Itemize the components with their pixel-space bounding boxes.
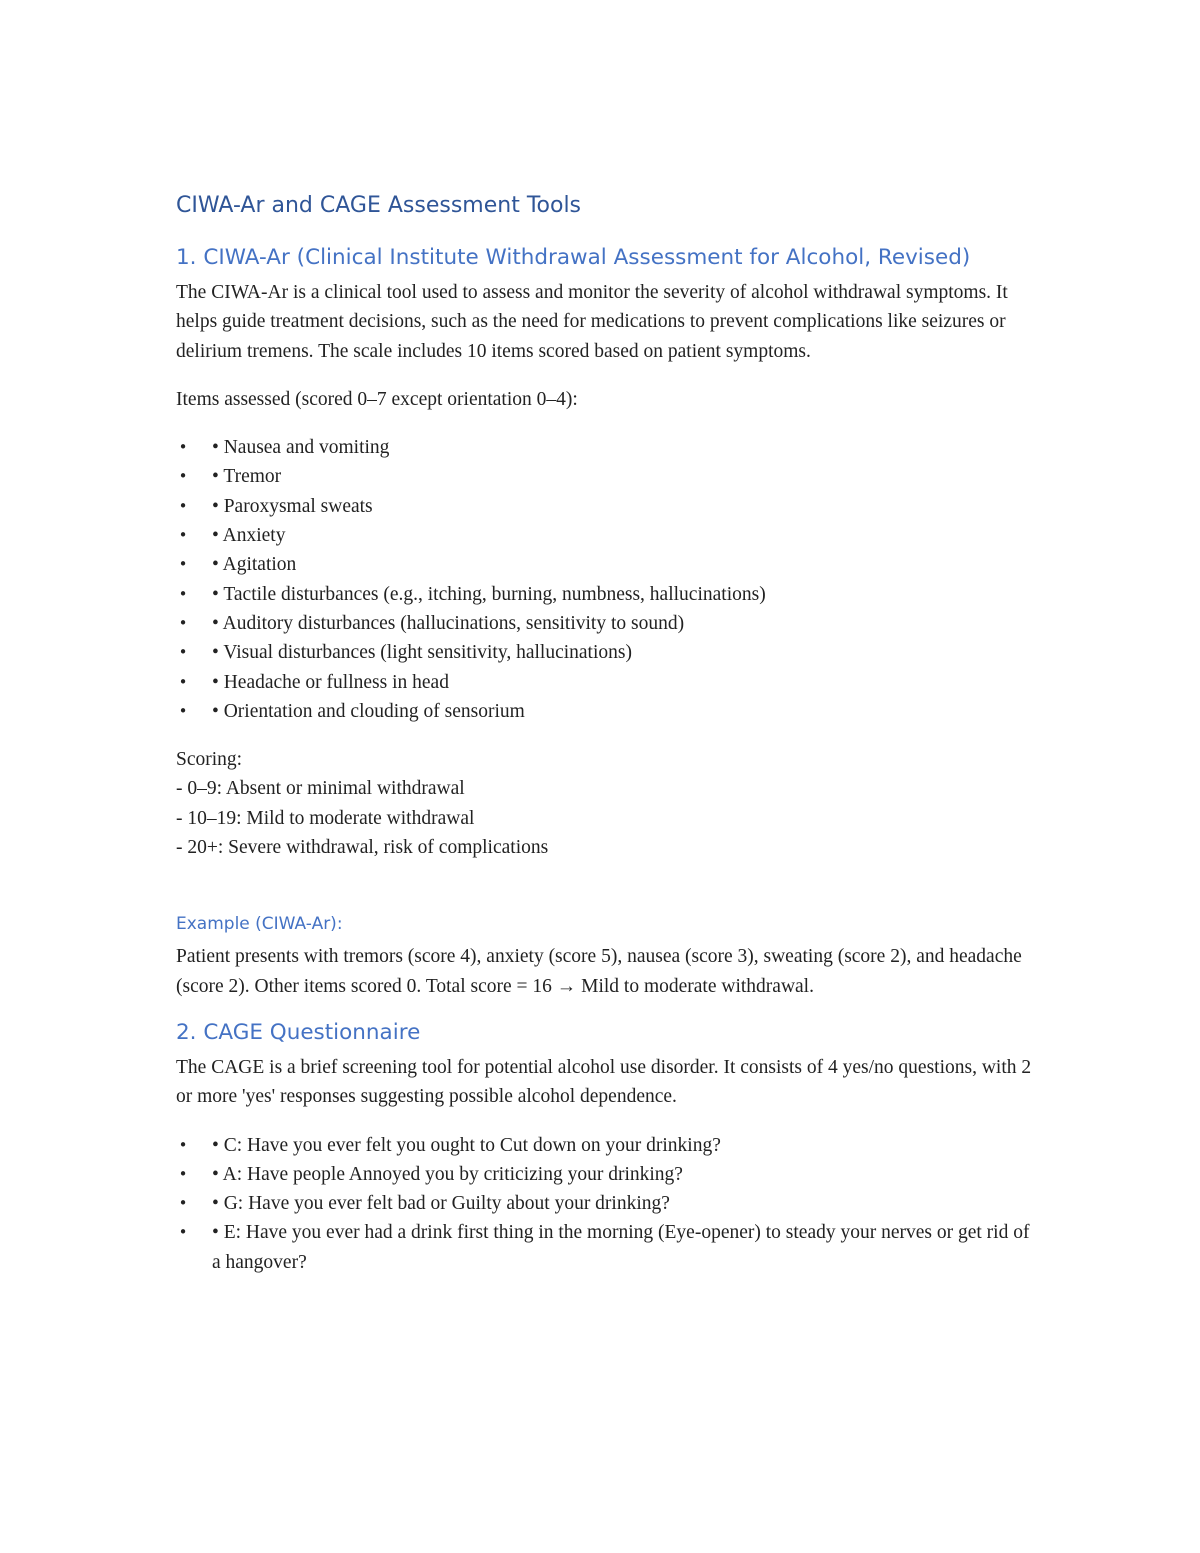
list-item-text: • E: Have you ever had a drink first thing in the morning (Eye-opener) to steady your nerves or get rid of a hangover? [212, 1222, 1030, 1273]
list-item-text: • Headache or fullness in head [212, 671, 449, 693]
list-item-text: • Auditory disturbances (hallucinations, sensitivity to sound) [212, 612, 685, 634]
list-item-text: • Tremor [212, 466, 282, 488]
bullet-icon: • [178, 701, 188, 720]
list-item [176, 1160, 1036, 1189]
list-item [176, 609, 1036, 638]
spacer [176, 862, 1036, 910]
bullet-icon: • [178, 438, 188, 457]
list-item-text: • Tactile disturbances (e.g., itching, burning, numbness, hallucinations) [212, 583, 766, 605]
scoring-line: - 0–9: Absent or minimal withdrawal [176, 778, 465, 800]
section2-heading: 2. CAGE Questionnaire [176, 1019, 421, 1045]
scoring-block [176, 745, 1036, 862]
bullet-icon: • [178, 496, 188, 515]
ciwa-items-list [176, 433, 1036, 726]
list-item-text: • Anxiety [212, 525, 286, 547]
list-item [176, 492, 1036, 521]
list-item [176, 433, 1036, 462]
list-item [176, 697, 1036, 726]
bullet-icon: • [178, 672, 188, 691]
bullet-icon: • [178, 584, 188, 603]
section1-heading: 1. CIWA-Ar (Clinical Institute Withdrawal Assessment for Alcohol, Revised) [176, 245, 971, 270]
example-text: Patient presents with tremors (score 4), anxiety (score 5), nausea (score 3), sweating (score 2), and headache (score 2). Other items scored 0. Total score = 16 → Mild to moderate withdrawal. [176, 946, 1022, 997]
list-item-text: • Agitation [212, 554, 297, 576]
document-page [176, 188, 1036, 1296]
list-item-text: • G: Have you ever felt bad or Guilty about your drinking? [212, 1193, 670, 1215]
list-item-text: • Visual disturbances (light sensitivity, hallucinations) [212, 642, 632, 664]
list-item-text: • Orientation and clouding of sensorium [212, 700, 525, 722]
cage-questions-list [176, 1131, 1036, 1277]
scoring-line: - 10–19: Mild to moderate withdrawal [176, 807, 475, 829]
bullet-icon: • [178, 526, 188, 545]
list-item [176, 521, 1036, 550]
bullet-icon: • [178, 613, 188, 632]
list-item [176, 580, 1036, 609]
list-item-text: • Nausea and vomiting [212, 437, 390, 459]
list-item [176, 668, 1036, 697]
list-item [176, 1189, 1036, 1218]
bullet-icon: • [178, 555, 188, 574]
spacer [176, 1001, 1036, 1017]
list-item [176, 1131, 1036, 1160]
bullet-icon: • [178, 1194, 188, 1213]
list-item-text: • Paroxysmal sweats [212, 495, 373, 517]
bullet-icon: • [178, 643, 188, 662]
bullet-icon: • [178, 1135, 188, 1154]
list-item [176, 638, 1036, 667]
example-heading: Example (CIWA-Ar): [176, 914, 343, 935]
list-item [176, 1218, 1036, 1277]
list-item-text: • C: Have you ever felt you ought to Cut down on your drinking? [212, 1134, 721, 1156]
list-item [176, 550, 1036, 579]
scoring-label: Scoring: [176, 749, 243, 771]
bullet-icon: • [178, 1223, 188, 1242]
list-item-text: • A: Have people Annoyed you by criticizing your drinking? [212, 1163, 683, 1185]
section1-intro: The CIWA-Ar is a clinical tool used to assess and monitor the severity of alcohol withdrawal symptoms. It helps guide treatment decisions, such as the need for medications to prevent complications like seizures or delirium tremens. The scale includes 10 items scored based on patient symptoms. [176, 282, 1008, 362]
section2-intro: The CAGE is a brief screening tool for potential alcohol use disorder. It consists of 4 yes/no questions, with 2 or more 'yes' responses suggesting possible alcohol dependence. [176, 1056, 1032, 1108]
list-item [176, 462, 1036, 491]
items-label: Items assessed (scored 0–7 except orientation 0–4): [176, 388, 578, 410]
scoring-line: - 20+: Severe withdrawal, risk of complications [176, 837, 549, 859]
bullet-icon: • [178, 467, 188, 486]
document-title: CIWA-Ar and CAGE Assessment Tools [176, 193, 582, 218]
bullet-icon: • [178, 1164, 188, 1183]
